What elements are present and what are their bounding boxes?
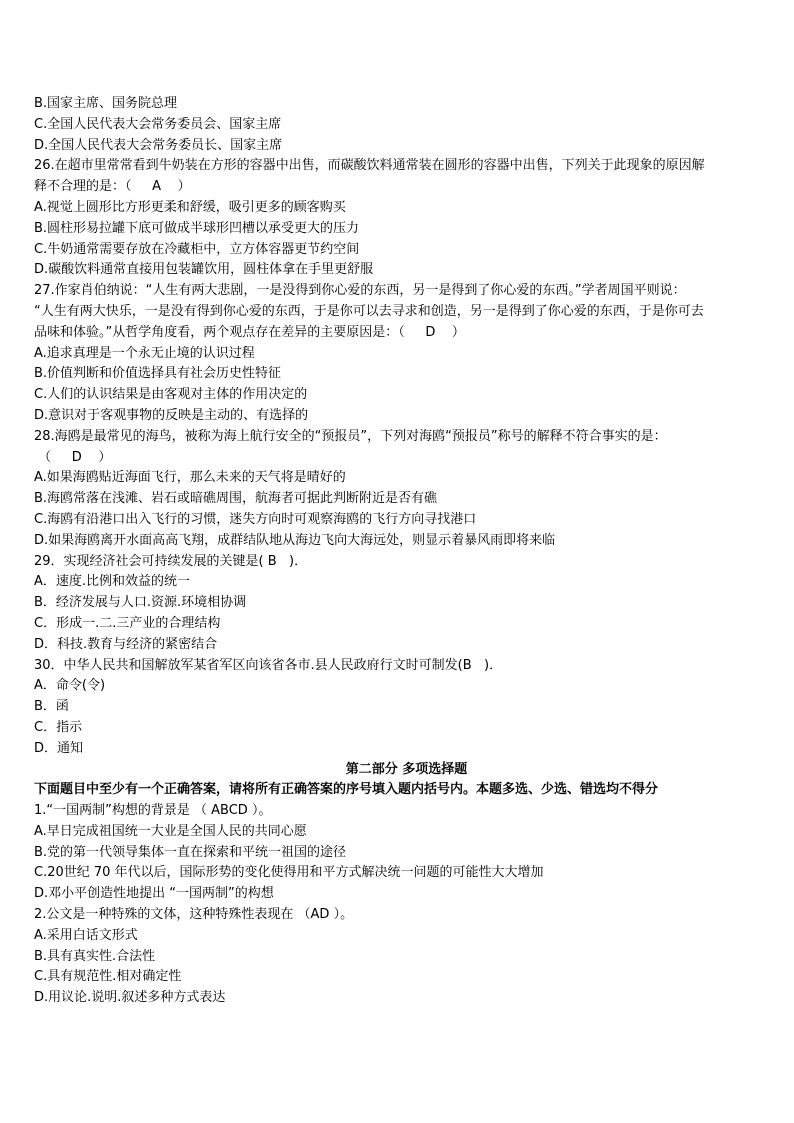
option-line: A.如果海鸥贴近海面飞行，那么未来的天气将是晴好的	[34, 470, 346, 486]
option-line: B.党的第一代领导集体一直在探索和平统一祖国的途径	[34, 844, 347, 860]
option-line: D.用议论.说明.叙述多种方式表达	[34, 990, 226, 1006]
section-instruction: 下面题目中至少有一个正确答案，请将所有正确答案的序号填入题内括号内。本题多选、少选、错选均不得分	[34, 782, 659, 798]
option-line: C.人们的认识结果是由客观对主体的作用决定的	[34, 387, 308, 403]
question-1-stem: 1.“一国两制”构想的背景是 （ ABCD ）。	[34, 803, 272, 819]
part2-section	[34, 760, 769, 1010]
question-30-stem: 30．中华人民共和国解放军某省军区向该省各市.县人民政府行文时可制发(B )．	[34, 657, 503, 673]
document-body	[34, 94, 769, 1009]
question-27-stem: 27.作家肖伯纳说：“人生有两大悲剧，一是没得到你心爱的东西，另一是得到了你心爱的东西。”学者周国平则说：	[34, 283, 686, 299]
option-line: A.追求真理是一个永无止境的认识过程	[34, 345, 255, 361]
text-line: C.全国人民代表大会常务委员会、国家主席	[34, 116, 282, 132]
question-28-stem: 28.海鸥是最常见的海鸟，被称为海上航行安全的“预报员”，下列对海鸥“预报员”称号的解释不符合事实的是：	[34, 428, 667, 444]
option-line: B．函	[34, 699, 69, 715]
option-line: B.价值判断和价值选择具有社会历史性特征	[34, 366, 282, 382]
option-line: B.海鸥常落在浅滩、岩石或暗礁周围，航海者可据此判断附近是否有礁	[34, 491, 438, 507]
question-2-stem: 2.公文是一种特殊的文体，这种特殊性表现在 （AD ）。	[34, 907, 354, 923]
option-line: B．经济发展与人口.资源.环境相协调	[34, 595, 247, 611]
question-26-stem-cont: 释不合理的是：（ A ）	[34, 179, 191, 195]
question-29-stem: 29．实现经济社会可持续发展的关键是( B )．	[34, 553, 308, 569]
option-line: C.牛奶通常需要存放在冷藏柜中，立方体容器更节约空间	[34, 241, 360, 257]
option-line: D.邓小平创造性地提出 “一国两制”的构想	[34, 886, 274, 902]
question-27-stem-cont: 品味和体验。”从哲学角度看，两个观点存在差异的主要原因是：（ D ）	[34, 324, 465, 340]
text-line: D.全国人民代表大会常务委员长、国家主席	[34, 137, 283, 153]
option-line: C.海鸥有沿港口出入飞行的习惯，迷失方向时可观察海鸥的飞行方向寻找港口	[34, 511, 477, 527]
option-line: A．速度.比例和效益的统一	[34, 574, 191, 590]
question-26-stem: 26.在超市里常常看到牛奶装在方形的容器中出售，而碳酸饮料通常装在圆形的容器中出售，下列关于此现象的原因解	[34, 158, 705, 174]
text-line: B.国家主席、国务院总理	[34, 96, 178, 111]
option-line: B.圆柱形易拉罐下底可做成半球形凹槽以承受更大的压力	[34, 220, 360, 236]
option-line: A.早日完成祖国统一大业是全国人民的共同心愿	[34, 823, 307, 839]
option-line: A.视觉上圆形比方形更柔和舒缓，吸引更多的顾客购买	[34, 199, 346, 215]
option-line: D．通知	[34, 740, 84, 756]
option-line: A．命令(令)	[34, 678, 106, 694]
option-line: D.碳酸饮料通常直接用包装罐饮用，圆柱体拿在手里更舒服	[34, 262, 374, 278]
section-title: 第二部分 多项选择题	[345, 761, 468, 777]
option-line: A.采用白话文形式	[34, 927, 138, 943]
option-line: C．形成一.二.三产业的合理结构	[34, 615, 221, 631]
option-line: D.如果海鸥离开水面高高飞翔，成群结队地从海边飞向大海远处，则显示着暴风雨即将来临	[34, 532, 556, 548]
question-27-stem-cont: “人生有两大快乐，一是没有得到你心爱的东西，于是你可以去寻求和创造，另一是得到了你心爱的东西，于是你可去	[34, 303, 704, 319]
question-28-answer: （ D ）	[34, 449, 112, 465]
option-line: C．指示	[34, 719, 83, 735]
option-line: B.具有真实性.合法性	[34, 948, 156, 964]
part1-section	[34, 94, 769, 760]
option-line: C.20世纪 70 年代以后，国际形势的变化使得用和平方式解决统一问题的可能性大大增加	[34, 865, 544, 881]
option-line: D．科技.教育与经济的紧密结合	[34, 636, 218, 652]
option-line: C.具有规范性.相对确定性	[34, 969, 182, 985]
option-line: D.意识对于客观事物的反映是主动的、有选择的	[34, 407, 309, 423]
